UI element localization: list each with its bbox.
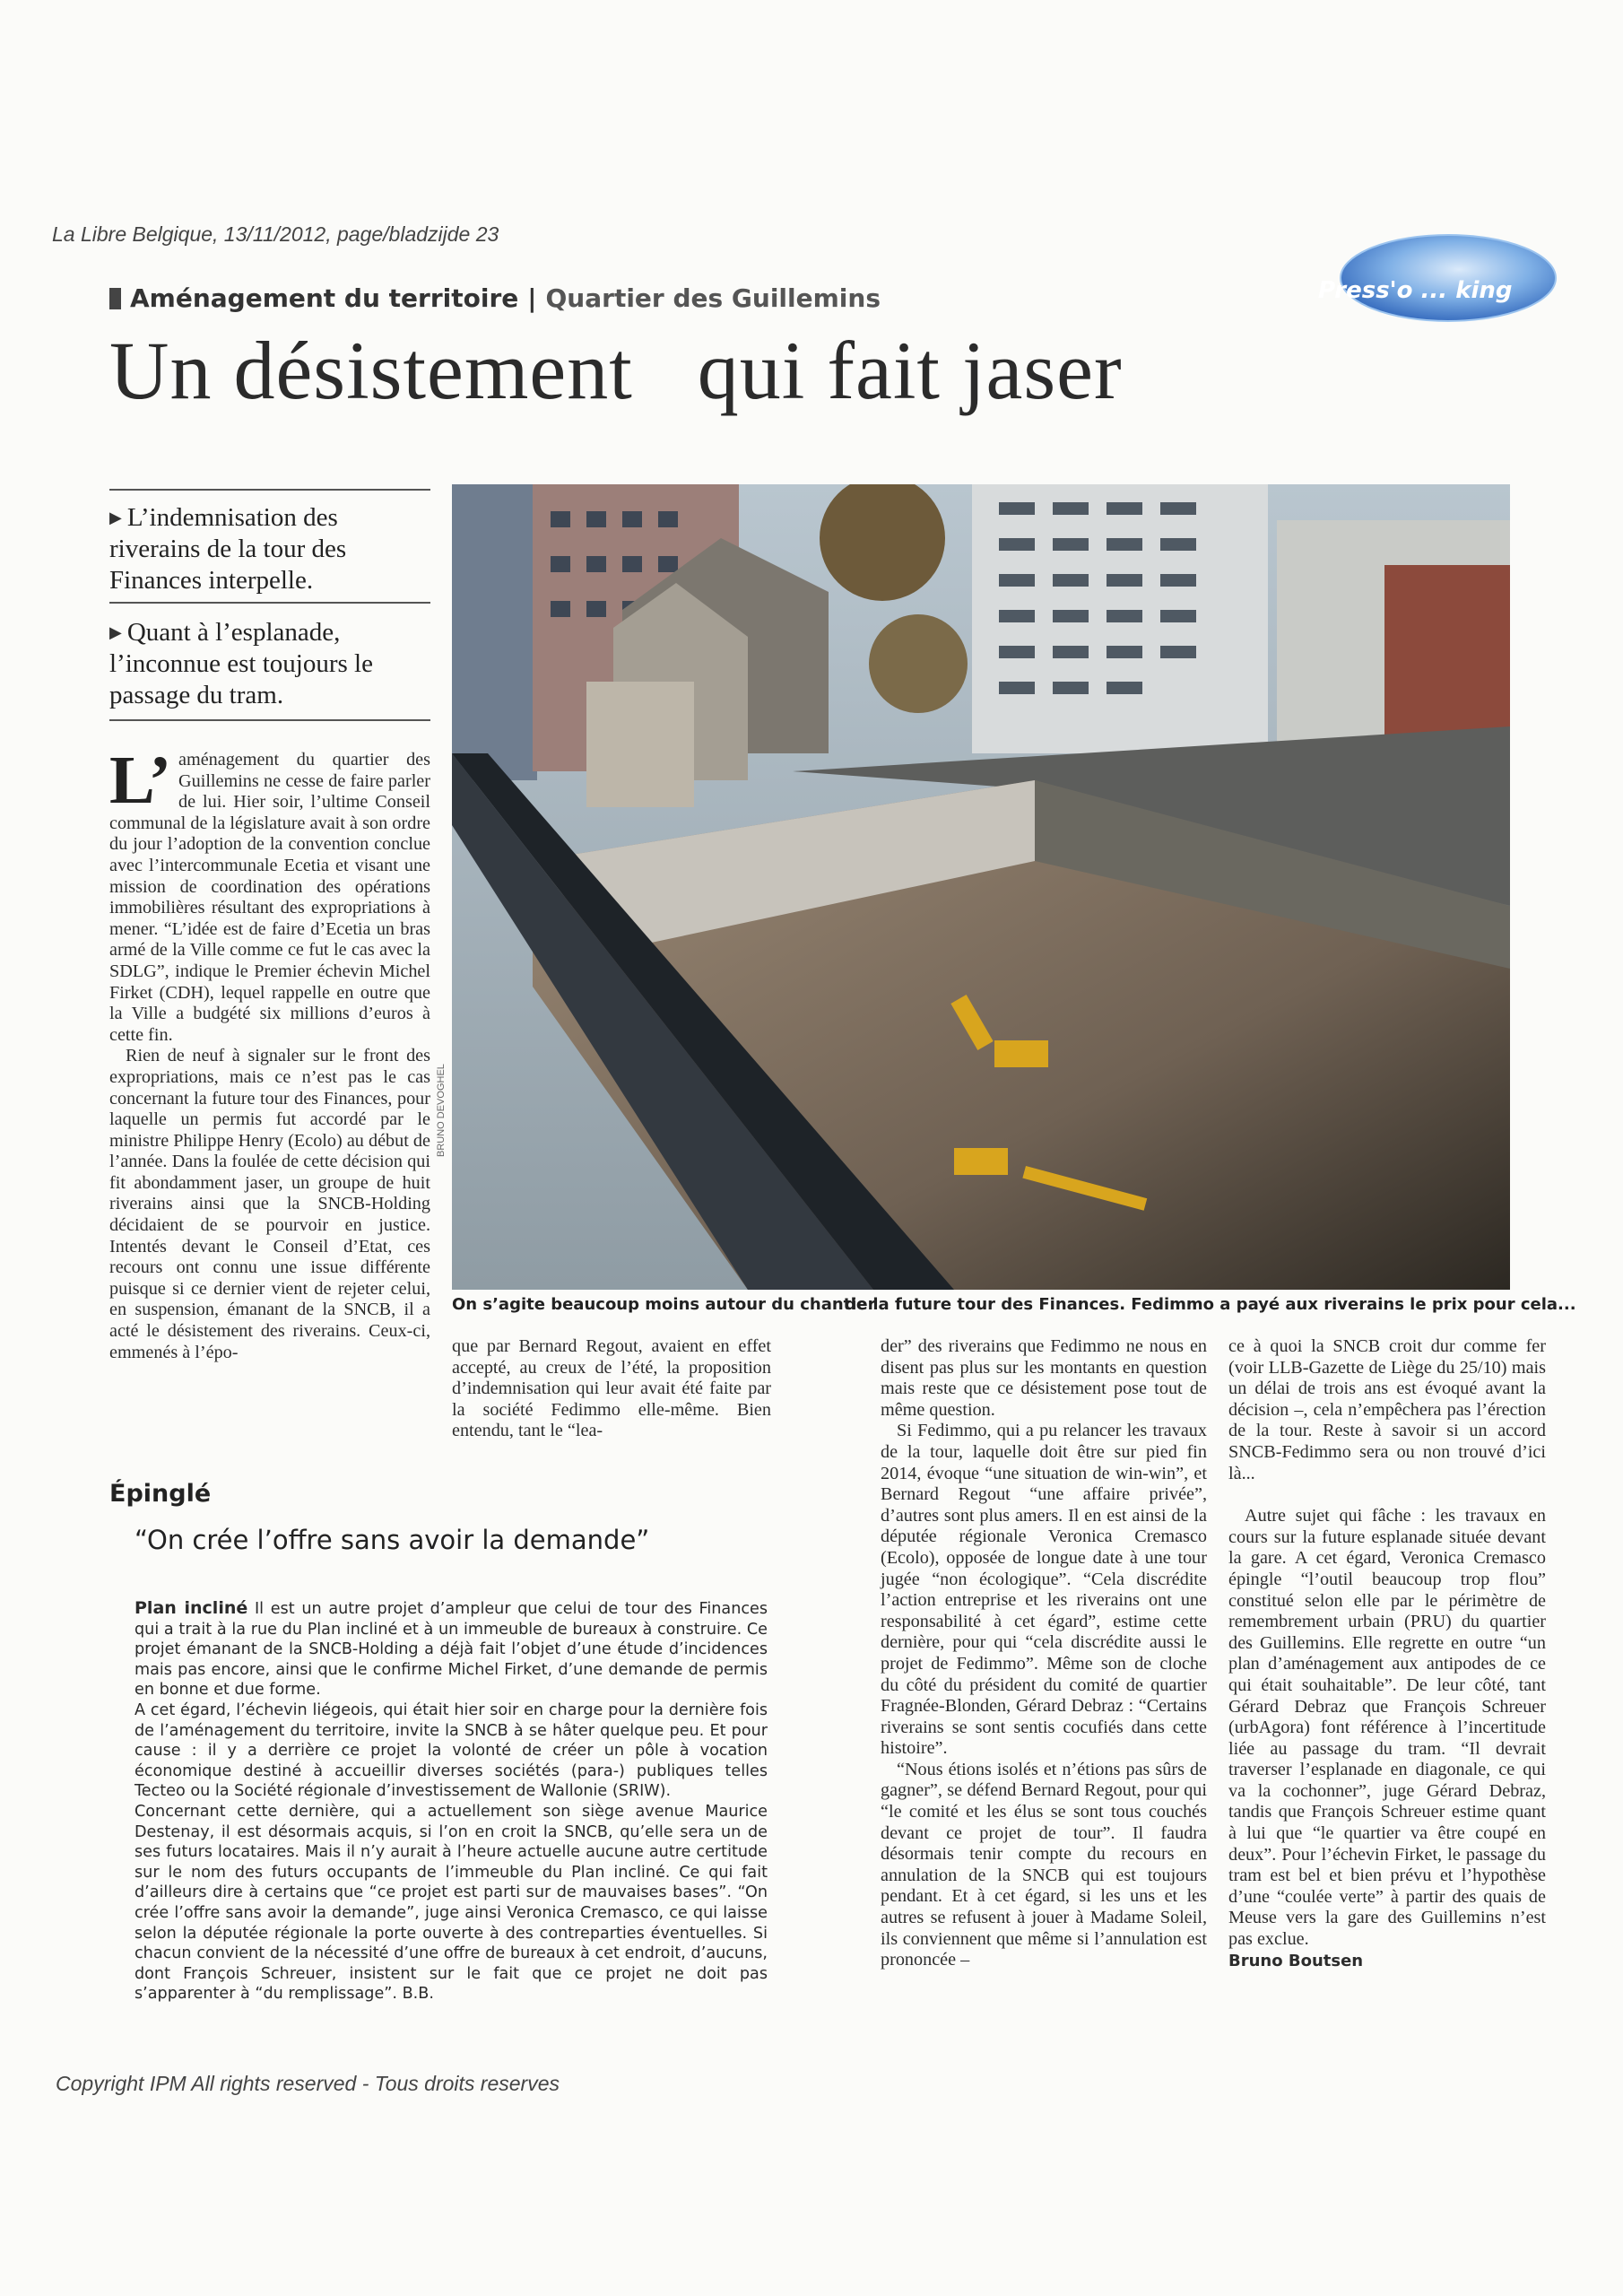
photo-caption-right: de la future tour des Finances. Fedimmo a payé aux riverains le prix pour cela... [845, 1295, 1576, 1314]
headline-part-2: qui fait jaser [697, 325, 1123, 416]
kicker-topic: Quartier des Guillemins [545, 283, 881, 313]
divider [109, 719, 430, 721]
photo-credit: BRUNO DEVOGHEL [436, 1064, 447, 1157]
photo-caption-left: On s’agite beaucoup moins autour du chantier [452, 1295, 876, 1314]
epingle-box: Plan incliné Il est un autre projet d’ampleur que celui de tour des Finances qui a trait à la rue du Plan incliné et à un immeuble de bureaux à construire. Ce projet émanant de la SNCB-Holding a déjà fait l’objet d’une étude d’incidences mais pas encore, ainsi que le confirme Michel Firket, d’une demande de permis en bonne et due forme. A cet égard, l’échevin liégeois, qui était hier soir en charge pour la dernière fois de l’aménagement du territoire, invite la SNCB à se hâter quelque peu. Et pour cause : il y a derrière ce projet la volonté de créer un pôle à vocation économique destiné à accueillir diverses sociétés (para-) publiques telles Tecteo ou la Société régionale d’investissement de Wallonie (SRIW). Concernant cette dernière, qui a actuellement son siège avenue Maurice Destenay, il est désormais acquis, si l’on en croit la SNCB, qu’elle sera un de ses futurs locataires. Mais il n’y aurait à l’heure actuelle aucune autre certitude sur le nom des futurs occupants de l’immeuble du Plan incliné. Ce qui fait d’ailleurs dire à certains que “ce projet est parti sur de mauvaises bases”. “On crée l’offre sans avoir la demande”, juge ainsi Veronica Cremasco, ce qui laisse selon la députée régionale la porte ouverte à des contreparties éventuelles. Si chacun convient de la nécessité d’une offre de bureaux à cet endroit, d’aucuns, dont François Schreuer, insistent sur le fait que ce projet ne doit pas s’apparenter à “du remplissage”. B.B. [135, 1598, 768, 2004]
article-column-4: ce à quoi la SNCB croit dur comme fer (voir LLB-Gazette de Liège du 25/10) mais un délai de trois ans est évoqué avant la décision –, cela n’empêchera pas l’érection de la tour. Reste à savoir si un accord SNCB-Fedimmo sera ou non trouvé d’ici là... Autre sujet qui fâche : les travaux en cours sur la future esplanade située devant la gare. A cet égard, Veronica Cremasco épingle “l’outil beaucoup trop flou” constitué selon elle par le périmètre de remembrement urbain (PRU) du quartier des Guillemins. Elle regrette en outre “un plan d’aménagement aux antipodes de ce qui était souhaitable”. De leur côté, tant Gérard Debraz que François Schreuer (urbAgora) font référence à l’incertitude liée au passage du tram. “Il devrait traverser l’esplanade en diagonale, ce qui va la cochonner”, juge Gérard Debraz, tandis que François Schreuer estime quant à lui que “le quartier va être coupé en deux”. Pour l’échevin Firket, le passage du tram est bel et bien prévu et l’hypothèse d’une “coulée verte” à partir des quais de Meuse vers la gare des Guillemins n’est pas exclue. Bruno Boutsen [1228, 1336, 1546, 1970]
logo-text: Press'o ... king [1318, 277, 1513, 304]
article-column-2: que par Bernard Regout, avaient en effet accepté, au creux de l’été, la proposition d’indemnisation qui leur avait été faite par la société Fedimmo elle-même. Bien entendu, tant le “lea- [452, 1336, 771, 1441]
epingle-quote: “On crée l’offre sans avoir la demande” [135, 1525, 650, 1555]
construction-site-photo [452, 484, 1510, 1290]
author: Bruno Boutsen [1228, 1951, 1364, 1970]
epingle-lead: Plan incliné [135, 1598, 248, 1618]
triangle-icon: ▶ [109, 623, 122, 641]
headline-part-1: Un désistement [109, 325, 633, 416]
press-banking-logo [1291, 231, 1578, 330]
intro-bullet-1: ▶ L’indemnisation des riverains de la tour des Finances interpelle. [109, 503, 347, 595]
article-column-1: L’ aménagement du quartier des Guillemins ne cesse de faire parler de lui. Hier soir, l’ultime Conseil communal de la législature avait à son ordre du jour l’adoption de la convention conclue avec l’intercommunale Ecetia et visant une mission de coordination des opérations immobilières résultant des expropriations à mener. “L’idée est de faire d’Ecetia un bras armé de la Ville comme ce fut le cas avec la SDLG”, indique le Premier échevin Michel Firket (CDH), lequel rappelle en outre que la Ville a budgété six millions d’euros à cette fin. Rien de neuf à signaler sur le front des expropriations, mais ce n’est pas le cas concernant la future tour des Finances, pour laquelle un permis fut accordé par le ministre Philippe Henry (Ecolo) au début de l’année. Dans la foulée de cette décision qui fit abondamment jaser, un groupe de huit riverains ainsi que la SNCB-Holding décidaient de se pourvoir en justice. Intentés devant le Conseil d’Etat, ces recours ont connu une issue différente puisque si ce dernier vient de rejeter celui, en suspension, émanant de la SNCB, il a acté le désistement des riverains. Ceux-ci, emmenés à l’épo- [109, 743, 430, 1362]
section-kicker [109, 283, 881, 313]
source-line: La Libre Belgique, 13/11/2012, page/bladzijde 23 [52, 222, 499, 246]
copyright: Copyright IPM All rights reserved - Tous droits reserves [56, 2072, 560, 2095]
divider [109, 489, 430, 491]
article-column-3: der” des riverains que Fedimmo ne nous en disent pas plus sur les montants en question mais reste que ce désistement pose tout de même question. Si Fedimmo, qui a pu relancer les travaux de la tour, laquelle doit être sur pied fin 2014, évoque “une situation de win-win”, et Bernard Regout “une affaire privée”, d’autres sont plus amers. Il en est ainsi de la députée régionale Veronica Cremasco (Ecolo), opposée de longue date à une tour jugée “non écologique”. “Cela discrédite l’action entreprise et les riverains ont une responsabilité à cet égard”, estime cette dernière, pour qui “cela discrédite aussi le projet de Fedimmo”. Même son de cloche du côté du président du comité de quartier Fragnée-Blonden, Gérard Debraz : “Certains riverains se sont sentis cocufiés dans cette histoire”. “Nous étions isolés et n’étions pas sûrs de gagner”, se défend Bernard Regout, pour qui “le comité et les élus se sont tous couchés devant ce projet de tour”. Il faudra désormais tenir compte du recours en annulation de la SNCB qui est toujours pendant. Et à cet égard, si les uns et les autres se refusent à jouer à Madame Soleil, ils conviennent que même si l’annulation est prononcée – [881, 1336, 1207, 1970]
intro-bullet-2: ▶ Quant à l’esplanade, l’inconnue est toujours le passage du tram. [109, 618, 373, 709]
divider [109, 602, 430, 604]
kicker-section: Aménagement du territoire [130, 283, 519, 313]
headline [109, 323, 1123, 418]
drop-cap: L’ [109, 743, 172, 818]
epingle-label: Épinglé [109, 1480, 212, 1508]
triangle-icon: ▶ [109, 509, 122, 526]
kicker-square-icon [109, 288, 121, 309]
kicker-separator: | [527, 283, 537, 313]
